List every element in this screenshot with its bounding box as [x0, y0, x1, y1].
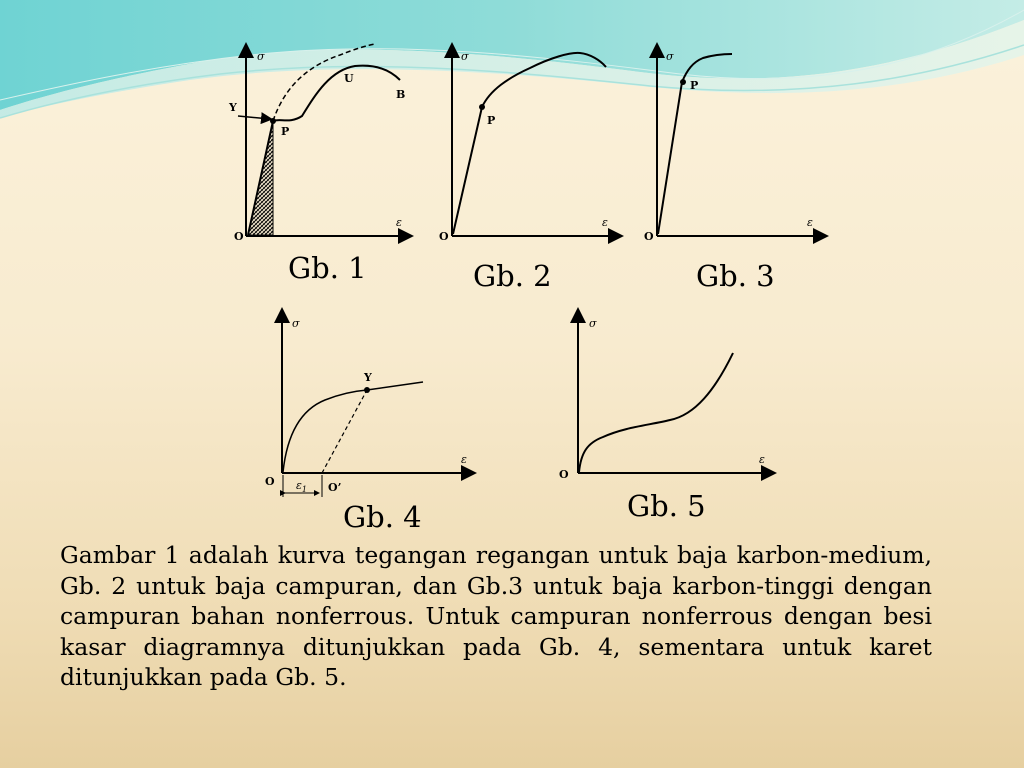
x-axis-label: ε [396, 216, 402, 229]
strain-offset-subscript: 1 [301, 485, 307, 494]
origin-label: O [644, 230, 654, 243]
point-p-marker [270, 118, 276, 124]
yield-label: Y [229, 101, 237, 114]
point-b-label: B [396, 88, 406, 101]
origin-label: O [234, 230, 244, 243]
point-p-label: P [690, 79, 699, 92]
point-p-label: P [281, 125, 290, 138]
x-axis-label: ε [602, 216, 608, 229]
figure-2-diagram [430, 40, 630, 250]
origin-label: O [265, 475, 275, 488]
figure-4-diagram [255, 305, 485, 500]
point-p-marker [479, 104, 485, 110]
figure-1-caption: Gb. 1 [288, 251, 367, 285]
yield-pointer-arrow [238, 116, 270, 119]
x-axis-label: ε [461, 453, 467, 466]
stress-strain-curve [283, 382, 423, 472]
origin-offset-label: O’ [328, 481, 342, 494]
origin-label: O [559, 468, 569, 481]
strain-offset-symbol: ε [296, 479, 302, 492]
stress-strain-curve [453, 53, 606, 234]
point-u-label: U [344, 72, 354, 85]
figure-5-caption: Gb. 5 [627, 489, 706, 523]
figure-4-caption: Gb. 4 [343, 500, 422, 534]
figure-3-caption: Gb. 3 [696, 259, 775, 293]
figure-1-diagram [220, 40, 420, 250]
true-stress-curve [273, 44, 375, 121]
yield-point-marker [364, 387, 370, 393]
x-axis-label: ε [807, 216, 813, 229]
point-p-label: P [487, 114, 496, 127]
figure-3-diagram [635, 40, 835, 250]
stress-strain-curve [579, 353, 733, 472]
point-p-marker [680, 79, 686, 85]
offset-line [322, 390, 367, 473]
y-axis-label: σ [666, 50, 674, 63]
y-axis-label: σ [461, 50, 469, 63]
yield-label: Y [364, 371, 372, 384]
y-axis-label: σ [257, 50, 265, 63]
y-axis-label: σ [589, 317, 597, 330]
x-axis-label: ε [759, 453, 765, 466]
y-axis-label: σ [292, 317, 300, 330]
figure-5-diagram [555, 305, 785, 500]
origin-label: O [439, 230, 449, 243]
strain-offset-label [296, 479, 307, 494]
description-paragraph: Gambar 1 adalah kurva tegangan regangan untuk baja karbon-medium, Gb. 2 untuk baja campuran, dan Gb.3 untuk baja karbon-tinggi dengan campuran bahan nonferrous. Untuk campuran nonferrous dengan besi kasar diagramnya ditunjukkan pada Gb. 4, sementara untuk karet ditunjukkan pada Gb. 5. [60, 541, 932, 691]
figure-2-caption: Gb. 2 [473, 259, 552, 293]
